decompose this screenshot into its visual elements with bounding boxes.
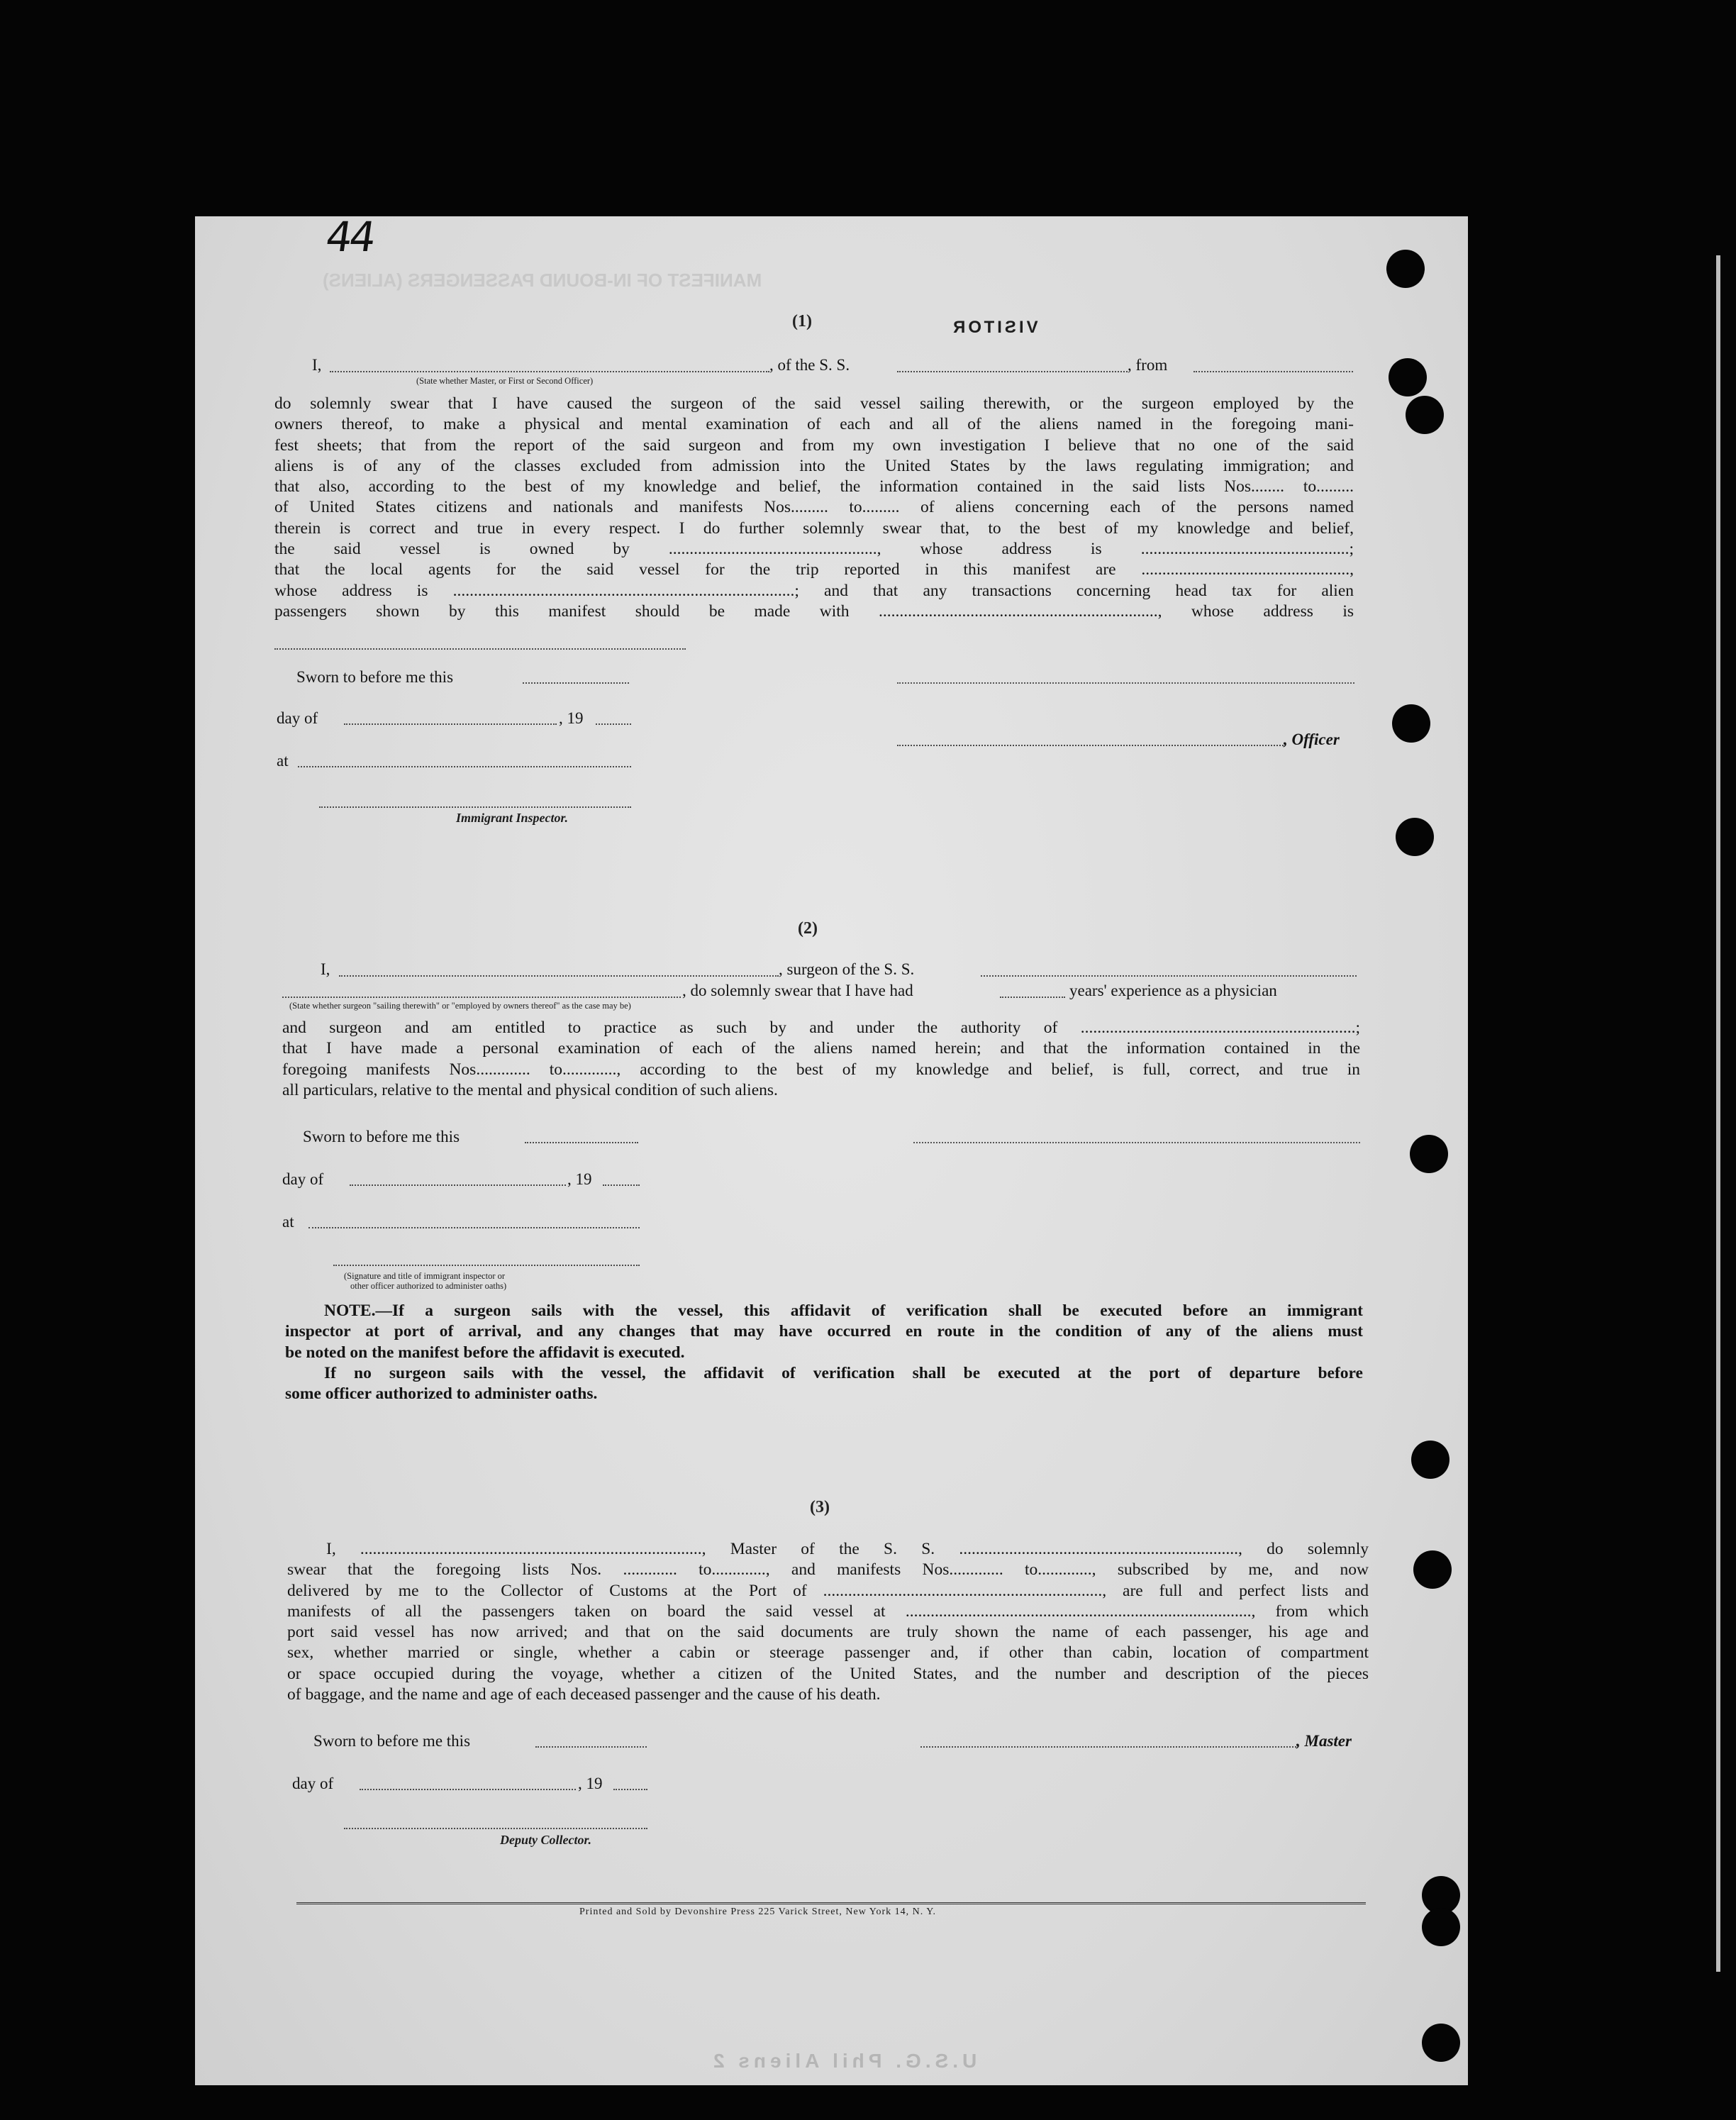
day-of-label: day of <box>292 1775 334 1792</box>
note-text: —If a surgeon sails with the vessel, this affidavit of verification shall be executed before an immigrant <box>375 1302 1363 1320</box>
paragraph-line: all particulars, relative to the mental and physical condition of such aliens. <box>282 1080 778 1099</box>
punch-hole <box>1410 1135 1448 1173</box>
bleed-through-text: MANIFEST OF IN-BOUND PASSENGERS (ALIENS) <box>323 270 762 291</box>
paragraph-line: swear that the foregoing lists Nos. ............. to............., and manifests Nos............. to............., subscribed by me, and now <box>287 1560 1369 1580</box>
section-1-paragraph <box>274 394 1354 622</box>
note-text: inspector at port of arrival, and any changes that may have occurred en route in the condition of any of the aliens must <box>285 1322 1363 1341</box>
year-label: , 19 <box>578 1775 603 1792</box>
handwritten-mark: 44 <box>323 213 377 261</box>
note-block <box>285 1301 1363 1404</box>
section-2-line2: , do solemnly swear that I have had <box>682 982 913 999</box>
sworn-label: Sworn to before me this <box>296 668 454 686</box>
sworn-date-blank <box>535 1746 647 1748</box>
collector-signature-line <box>344 1828 647 1829</box>
scan-edge <box>1716 255 1720 1972</box>
day-of-blank <box>350 1184 566 1186</box>
paragraph-line: I, .................................................................................., Master of the S. S. ..................................................................., do solemnly <box>326 1540 1369 1558</box>
officer-signature-line <box>897 682 1354 684</box>
bleed-through-text: U.S.G. Phil Aliens 2 <box>709 2050 977 2072</box>
punch-hole <box>1406 396 1444 434</box>
section-1-line1-prefix: I, <box>312 356 322 374</box>
paragraph-line: manifests of all the passengers taken on board the said vessel at ..................................................................................., from which <box>287 1602 1369 1621</box>
section-1-number: (1) <box>792 312 812 331</box>
inspector-label: Immigrant Inspector. <box>456 811 569 825</box>
sworn-date-blank <box>523 682 629 684</box>
punch-hole <box>1392 704 1430 743</box>
section-1-from-label: , from <box>1128 356 1168 374</box>
paragraph-line: that I have made a personal examination of each of the aliens named herein; and that the information contained in the <box>282 1039 1360 1058</box>
section-1-note: (State whether Master, or First or Second Officer) <box>416 376 594 386</box>
year-label: , 19 <box>559 709 584 727</box>
paragraph-line: therein is correct and true in every respect. I do further solemnly swear that, to the best of my knowledge and belief, <box>274 518 1354 538</box>
punch-hole <box>1396 818 1434 856</box>
signature-note: other officer authorized to administer oaths) <box>350 1281 507 1291</box>
paragraph-line: of baggage, and the name and age of each deceased passenger and the cause of his death. <box>287 1685 881 1704</box>
paragraph-line: foregoing manifests Nos............. to............., according to the best of my knowledge and belief, is full, correct, and true in <box>282 1060 1360 1079</box>
surgeon-type-blank <box>282 997 681 998</box>
paragraph-line: port said vessel has now arrived; and that on the said documents are truly shown the name of each passenger, his age and <box>287 1623 1369 1642</box>
sworn-date-blank <box>525 1142 638 1143</box>
signature-line <box>333 1265 640 1266</box>
bleed-through-text: VISITOR <box>950 318 1038 337</box>
section-2-paragraph <box>282 1018 1360 1101</box>
sworn-label: Sworn to before me this <box>303 1128 460 1145</box>
at-blank <box>298 766 631 767</box>
at-blank <box>308 1227 640 1228</box>
footer-rule <box>296 1902 1366 1904</box>
day-of-label: day of <box>277 709 318 727</box>
note-text: be noted on the manifest before the affidavit is executed. <box>285 1343 685 1362</box>
inspector-signature-line <box>319 806 631 808</box>
year-blank <box>613 1789 647 1790</box>
vessel-name-blank <box>897 371 1128 372</box>
sworn-label: Sworn to before me this <box>313 1732 471 1750</box>
punch-hole <box>1389 358 1427 396</box>
from-port-blank <box>1194 371 1353 372</box>
paragraph-line: of United States citizens and nationals and manifests Nos......... to......... of aliens concerning each of the persons named <box>274 498 1354 517</box>
note-text: some officer authorized to administer oaths. <box>285 1384 598 1404</box>
printer-imprint: Printed and Sold by Devonshire Press 225 Varick Street, New York 14, N. Y. <box>579 1907 937 1917</box>
at-label: at <box>277 752 289 770</box>
paragraph-line: passengers shown by this manifest should be made with ..................................................................., whose address is <box>274 601 1354 621</box>
punch-hole <box>1386 250 1425 288</box>
paragraph-line: or space occupied during the voyage, whether a citizen of the United States, and the number and description of the pieces <box>287 1664 1369 1683</box>
paragraph-line: delivered by me to the Collector of Customs at the Port of ..................................................................., are full and perfect lists and <box>287 1581 1369 1600</box>
paragraph-line: fest sheets; that from the report of the said surgeon and from my own investigation I believe that no one of the said <box>274 435 1354 455</box>
section-2-number: (2) <box>798 919 818 938</box>
paragraph-line: do solemnly swear that I have caused the surgeon of the said vessel sailing therewith, or the surgeon employed by the <box>274 394 1354 413</box>
section-2-vessel-label: , surgeon of the S. S. <box>779 960 915 978</box>
paragraph-line: the said vessel is owned by .................................................., whose address is ..................................................; <box>274 540 1354 559</box>
section-3-number: (3) <box>810 1498 830 1516</box>
day-of-blank <box>344 723 557 725</box>
section-1-vessel-label: , of the S. S. <box>769 356 850 374</box>
paragraph-line: whose address is ..................................................................................; and that any transactions concerning head tax for alien <box>274 581 1354 600</box>
section-2-line1-prefix: I, <box>321 960 330 978</box>
punch-hole <box>1422 2024 1460 2062</box>
year-label: , 19 <box>567 1170 592 1188</box>
paragraph-line: sex, whether married or single, whether a cabin or steerage passenger and, if other than cabin, location of compartment <box>287 1643 1369 1663</box>
punch-hole <box>1422 1908 1460 1946</box>
section-2-line2-years: years' experience as a physician <box>1069 982 1277 999</box>
section-3-paragraph <box>287 1539 1369 1705</box>
officer-label: , Officer <box>1284 731 1340 748</box>
note-label: NOTE. <box>324 1302 376 1320</box>
surgeon-signature-line <box>913 1142 1360 1143</box>
surgeon-vessel-blank <box>981 975 1357 977</box>
section-2-note: (State whether surgeon "sailing therewith" or "employed by owners thereof" as the case may be) <box>289 1001 631 1011</box>
year-blank <box>603 1184 640 1186</box>
note-text: If no surgeon sails with the vessel, the affidavit of verification shall be executed at the port of departure before <box>324 1363 1363 1382</box>
punch-hole <box>1413 1550 1452 1589</box>
surgeon-name-blank <box>339 975 779 977</box>
paragraph-line: owners thereof, to make a physical and mental examination of each and all of the aliens named in the foregoing mani- <box>274 415 1354 434</box>
address-blank <box>274 648 686 650</box>
paragraph-line: and surgeon and am entitled to practice as such by and under the authority of ..................................................................; <box>282 1019 1360 1037</box>
at-label: at <box>282 1213 294 1231</box>
master-signature-blank <box>920 1746 1296 1748</box>
master-name-blank <box>330 371 769 372</box>
paragraph-line: aliens is of any of the classes excluded from admission into the United States by the laws regulating immigration; and <box>274 456 1354 475</box>
punch-hole <box>1411 1441 1450 1479</box>
years-blank <box>1000 997 1065 998</box>
collector-label: Deputy Collector. <box>500 1833 591 1847</box>
year-blank <box>596 723 631 725</box>
master-label: , Master <box>1296 1732 1352 1750</box>
paragraph-line: that the local agents for the said vessel for the trip reported in this manifest are .................................................., <box>274 560 1354 579</box>
signature-note: (Signature and title of immigrant inspector or <box>344 1271 506 1281</box>
officer-signature-blank <box>897 745 1284 746</box>
day-of-blank <box>360 1789 576 1790</box>
day-of-label: day of <box>282 1170 324 1188</box>
paragraph-line: that also, according to the best of my knowledge and belief, the information contained in the said lists Nos........ to......... <box>274 477 1354 496</box>
